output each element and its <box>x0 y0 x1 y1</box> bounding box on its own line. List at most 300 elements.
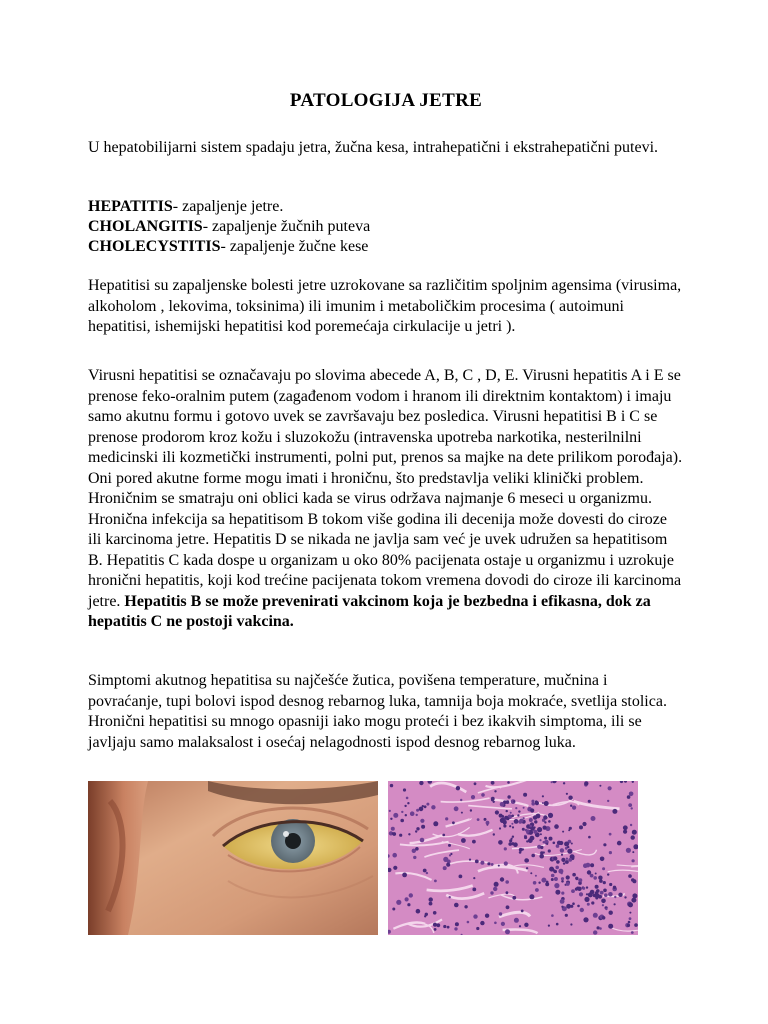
histology-nucleus <box>389 810 391 812</box>
histology-nucleus <box>498 865 500 867</box>
histology-nucleus <box>469 859 471 861</box>
histology-nucleus <box>399 834 402 837</box>
histology-nucleus <box>628 921 631 924</box>
histology-nucleus <box>556 860 560 864</box>
paragraph-viral-text: Virusni hepatitisi se označavaju po slovima abecede A, B, C , D, E. Virusni hepatitis A i E se prenose feko-oralnim putem (zagađenom vodom i hranom ili direktnim kontaktom) i imaju samo akutnu formu i gotovo uvek se završavaju bez posledica. Virusni hepatitisi B i C se prenose prodorom kroz kožu i sluzokožu (intravenska upotreba narkotika, nesterilnilni medicinski ili kozmetički instrumenti, polni put, prenos sa majke na dete prilikom porođaja). Oni pored akutne forme mogu imati i hroničnu, što predstavlja veliki klinički problem. Hroničnim se smatraju oni oblici kada se virus održava najmanje 6 meseci u organizmu. Hronična infekcija sa hepatitisom B tokom više godina ili decenija može dovesti do ciroze ili karcinoma jetre. Hepatitis D se nikada ne javlja sam već je uvek udružen sa hepatitisom B. Hepatitis C kada dospe u organizam u oko 80% pacijenata ostaje u organizmu i uzrokuje hronični hepatitis, koji kod trećine pacijenata tokom vremena dovodi do ciroze ili karcinoma jetre. <box>88 367 683 610</box>
histology-nucleus <box>548 813 553 818</box>
histology-nucleus <box>514 918 519 923</box>
histology-nucleus <box>535 888 539 892</box>
histology-nucleus <box>523 817 525 819</box>
histology-nucleus <box>586 886 588 888</box>
definition-term: HEPATITIS <box>88 198 173 215</box>
histology-nucleus <box>530 872 532 874</box>
histology-nucleus <box>555 890 560 895</box>
histology-nucleus <box>632 830 637 835</box>
histology-nucleus <box>443 925 446 928</box>
histology-nucleus <box>561 858 565 862</box>
histology-illustration <box>388 781 638 935</box>
histology-nucleus <box>500 877 504 881</box>
histology-nucleus <box>534 820 537 823</box>
histology-nucleus <box>523 793 527 797</box>
histology-nucleus <box>499 912 502 915</box>
histology-nucleus <box>499 827 501 829</box>
histology-nucleus <box>533 881 537 885</box>
paragraph-vaccine-note: Hepatitis B se može prevenirati vakcinom koja je bezbedna i efikasna, dok za hepatitis C ne postoji vakcina. <box>88 592 651 630</box>
histology-nucleus <box>526 867 528 869</box>
histology-nucleus <box>507 781 510 784</box>
paragraph-symptoms: Simptomi akutnog hepatitisa su najčešće žutica, povišena temperature, mučnina i povraćanje, tupi bolovi ispod desnog rebarnog luka, tamnija boja mokraće, svetlija stolica. Hronični hepatitisi su mnogo opasniji iako mogu proteći i bez ikakvih simptoma, ili se javljaju samo malaksalost i osećaj nelagodnosti ispod desnog rebarnog luka. <box>88 672 667 751</box>
histology-nucleus <box>561 854 563 856</box>
histology-nucleus <box>405 897 409 901</box>
histology-nucleus <box>535 800 538 803</box>
jaundiced-eye-image <box>88 781 378 935</box>
histology-nucleus <box>494 882 499 887</box>
histology-nucleus <box>424 805 427 808</box>
definition-cholecystitis <box>88 237 684 257</box>
histology-nucleus <box>515 807 517 809</box>
histology-nucleus <box>400 819 404 823</box>
histology-nucleus <box>426 803 429 806</box>
histology-nucleus <box>630 824 632 826</box>
histology-nucleus <box>537 827 542 832</box>
histology-nucleus <box>513 800 515 802</box>
histology-nucleus <box>631 835 635 839</box>
histology-nucleus <box>543 826 547 830</box>
histology-nucleus <box>433 923 437 927</box>
definition-term: CHOLECYSTITIS <box>88 238 221 255</box>
histology-nucleus <box>632 851 634 853</box>
histology-nucleus <box>554 877 558 881</box>
paragraph-viral-hepatitis <box>88 366 684 633</box>
histology-nucleus <box>560 899 565 904</box>
histology-nucleus <box>601 899 606 904</box>
histology-nucleus <box>472 840 476 844</box>
histology-nucleus <box>405 814 407 816</box>
definition-term: CHOLANGITIS <box>88 218 203 235</box>
histology-nucleus <box>580 908 584 912</box>
histology-nucleus <box>572 806 576 810</box>
histology-nucleus <box>413 856 416 859</box>
histology-nucleus <box>416 909 421 914</box>
histology-nucleus <box>544 801 549 806</box>
histology-nucleus <box>583 917 588 922</box>
histology-nucleus <box>401 811 403 813</box>
histology-nucleus <box>584 897 589 902</box>
histology-nucleus <box>568 858 572 862</box>
histology-nucleus <box>493 833 495 835</box>
eye-illustration <box>88 781 378 935</box>
histology-nucleus <box>566 793 568 795</box>
histology-nucleus <box>542 795 544 797</box>
histology-nucleus <box>481 793 485 797</box>
histology-nucleus <box>421 825 425 829</box>
histology-nucleus <box>541 878 546 883</box>
histology-nucleus <box>609 851 612 854</box>
histology-nucleus <box>607 873 609 875</box>
histology-nucleus <box>454 927 457 930</box>
histology-nucleus <box>548 849 551 852</box>
histology-nucleus <box>599 927 602 930</box>
histology-nucleus <box>614 896 616 898</box>
histology-nucleus <box>553 856 557 860</box>
histology-nucleus <box>419 781 423 785</box>
histology-nucleus <box>505 880 509 884</box>
intro-paragraph: U hepatobilijarni sistem spadaju jetra, žučna kesa, intrahepatični i ekstrahepatični putevi. <box>88 139 659 156</box>
histology-nucleus <box>543 841 545 843</box>
histology-nucleus <box>604 893 608 897</box>
histology-nucleus <box>572 902 575 905</box>
histology-nucleus <box>554 883 559 888</box>
histology-nucleus <box>424 915 426 917</box>
histology-nucleus <box>603 881 606 884</box>
histology-nucleus <box>474 782 477 785</box>
histology-nucleus <box>563 782 565 784</box>
histology-nucleus <box>544 821 546 823</box>
histology-nucleus <box>416 809 419 812</box>
histology-nucleus <box>473 914 477 918</box>
histology-nucleus <box>588 800 591 803</box>
histology-nucleus <box>445 817 448 820</box>
histology-nucleus <box>485 914 489 918</box>
histology-nucleus <box>409 893 413 897</box>
histology-nucleus <box>631 931 634 934</box>
liver-histology-image <box>388 781 638 935</box>
histology-nucleus <box>431 805 435 809</box>
histology-nucleus <box>582 887 585 890</box>
histology-nucleus <box>561 877 564 880</box>
histology-nucleus <box>628 803 632 807</box>
histology-nucleus <box>551 914 554 917</box>
histology-nucleus <box>631 807 633 809</box>
histology-nucleus <box>459 875 463 879</box>
histology-nucleus <box>429 902 433 906</box>
histology-nucleus <box>500 818 505 823</box>
histology-nucleus <box>529 825 532 828</box>
histology-nucleus <box>531 800 534 803</box>
paragraph-causes: Hepatitisi su zapaljenske bolesti jetre uzrokovane sa različitim spoljnim agensima (virusima, alkoholom , lekovima, toksinima) ili imunim i metaboličkim procesima ( autoimuni hepatitisi, ishemijski hepatitisi kod poremećaja cirkulacije u jetri ). <box>88 277 682 335</box>
histology-nucleus <box>602 916 606 920</box>
histology-nucleus <box>623 825 628 830</box>
histology-nucleus <box>590 890 595 895</box>
histology-nucleus <box>499 814 503 818</box>
histology-nucleus <box>433 911 437 915</box>
histology-nucleus <box>591 816 596 821</box>
definition-desc: - zapaljenje jetre. <box>172 198 284 215</box>
histology-nucleus <box>434 928 437 931</box>
histology-nucleus <box>410 811 415 816</box>
histology-nucleus <box>551 878 554 881</box>
histology-nucleus <box>503 824 506 827</box>
histology-nucleus <box>433 821 438 826</box>
histology-nucleus <box>578 878 582 882</box>
histology-nucleus <box>392 832 394 834</box>
histology-nucleus <box>543 851 545 853</box>
histology-nucleus <box>470 809 472 811</box>
histology-nucleus <box>593 930 597 934</box>
histology-nucleus <box>511 842 514 845</box>
histology-nucleus <box>567 849 572 854</box>
histology-nucleus <box>511 823 513 825</box>
histology-nucleus <box>477 818 480 821</box>
histology-nucleus <box>583 863 588 868</box>
histology-nucleus <box>566 875 570 879</box>
histology-nucleus <box>536 814 541 819</box>
histology-nucleus <box>561 880 564 883</box>
histology-nucleus <box>446 863 450 867</box>
histology-nucleus <box>569 827 572 830</box>
histology-nucleus <box>530 808 534 812</box>
histology-nucleus <box>612 809 617 814</box>
histology-nucleus <box>575 888 578 891</box>
histology-nucleus <box>632 893 637 898</box>
histology-nucleus <box>494 790 496 792</box>
definition-desc: - zapaljenje žučne kese <box>220 238 369 255</box>
histology-nucleus <box>531 854 535 858</box>
histology-nucleus <box>603 889 607 893</box>
histology-nucleus <box>627 795 631 799</box>
histology-nucleus <box>454 903 459 908</box>
histology-nucleus <box>593 913 598 918</box>
histology-nucleus <box>523 807 525 809</box>
histology-nucleus <box>491 863 494 866</box>
histology-nucleus <box>391 827 395 831</box>
histology-nucleus <box>590 863 594 867</box>
histology-nucleus <box>456 786 460 790</box>
histology-nucleus <box>579 892 583 896</box>
histology-nucleus <box>504 847 507 850</box>
histology-nucleus <box>467 921 470 924</box>
histology-nucleus <box>627 924 630 927</box>
histology-nucleus <box>498 840 503 845</box>
histology-nucleus <box>506 905 510 909</box>
histology-nucleus <box>407 802 409 804</box>
histology-nucleus <box>568 796 572 800</box>
histology-nucleus <box>501 922 505 926</box>
histology-nucleus <box>565 914 568 917</box>
histology-nucleus <box>595 885 599 889</box>
histology-nucleus <box>548 925 550 927</box>
histology-nucleus <box>522 828 525 831</box>
histology-nucleus <box>393 866 397 870</box>
histology-nucleus <box>546 843 548 845</box>
histology-nucleus <box>570 905 573 908</box>
histology-nucleus <box>506 800 510 804</box>
histology-nucleus <box>586 893 588 895</box>
histology-nucleus <box>603 843 606 846</box>
histology-nucleus <box>559 841 563 845</box>
histology-nucleus <box>628 874 632 878</box>
histology-nucleus <box>566 882 570 886</box>
histology-nucleus <box>491 781 495 785</box>
histology-nucleus <box>632 859 635 862</box>
histology-nucleus <box>480 861 484 865</box>
histology-nucleus <box>390 784 393 787</box>
histology-nucleus <box>551 781 553 783</box>
histology-nucleus <box>562 831 564 833</box>
histology-nucleus <box>529 894 534 899</box>
histology-nucleus <box>544 837 547 840</box>
histology-nucleus <box>505 929 510 934</box>
histology-nucleus <box>429 897 433 901</box>
histology-nucleus <box>555 866 559 870</box>
histology-nucleus <box>571 843 573 845</box>
histology-nucleus <box>608 786 612 790</box>
histology-nucleus <box>595 873 597 875</box>
histology-nucleus <box>420 838 425 843</box>
histology-nucleus <box>560 848 564 852</box>
histology-nucleus <box>473 877 475 879</box>
histology-nucleus <box>500 802 505 807</box>
histology-nucleus <box>629 912 631 914</box>
histology-nucleus <box>461 838 466 843</box>
histology-nucleus <box>415 830 417 832</box>
histology-nucleus <box>582 822 586 826</box>
histology-nucleus <box>602 904 604 906</box>
histology-nucleus <box>392 853 397 858</box>
histology-nucleus <box>564 842 569 847</box>
histology-nucleus <box>415 847 419 851</box>
histology-nucleus <box>540 846 543 849</box>
histology-nucleus <box>416 827 419 830</box>
histology-nucleus <box>609 883 612 886</box>
histology-nucleus <box>519 819 523 823</box>
histology-nucleus <box>526 840 528 842</box>
histology-nucleus <box>524 836 527 839</box>
definition-desc: - zapaljenje žučnih puteva <box>202 218 371 235</box>
histology-nucleus <box>561 892 564 895</box>
histology-nucleus <box>634 923 638 927</box>
histology-nucleus <box>443 866 447 870</box>
histology-nucleus <box>426 872 428 874</box>
histology-nucleus <box>608 924 613 929</box>
histology-nucleus <box>614 903 616 905</box>
histology-nucleus <box>584 781 588 785</box>
histology-nucleus <box>490 891 493 894</box>
histology-nucleus <box>476 927 479 930</box>
histology-nucleus <box>464 905 467 908</box>
histology-nucleus <box>420 819 424 823</box>
histology-nucleus <box>556 844 560 848</box>
histology-nucleus <box>525 829 528 832</box>
histology-nucleus <box>628 902 633 907</box>
histology-nucleus <box>449 896 451 898</box>
histology-nucleus <box>448 844 451 847</box>
histology-nucleus <box>402 873 407 878</box>
histology-nucleus <box>472 888 476 892</box>
histology-nucleus <box>504 816 508 820</box>
histology-nucleus <box>525 859 529 863</box>
histology-nucleus <box>507 795 510 798</box>
histology-nucleus <box>591 901 594 904</box>
histology-nucleus <box>579 825 583 829</box>
histology-nucleus <box>605 908 607 910</box>
histology-nucleus <box>530 836 535 841</box>
histology-nucleus <box>519 925 521 927</box>
histology-nucleus <box>535 875 537 877</box>
histology-nucleus <box>407 903 410 906</box>
histology-nucleus <box>455 922 459 926</box>
histology-nucleus <box>494 922 497 925</box>
definitions-list <box>88 197 684 257</box>
histology-nucleus <box>600 857 605 862</box>
histology-nucleus <box>623 830 627 834</box>
histology-nucleus <box>423 869 427 873</box>
histology-nucleus <box>551 874 555 878</box>
histology-nucleus <box>422 805 424 807</box>
histology-nucleus <box>533 830 537 834</box>
histology-nucleus <box>461 812 463 814</box>
histology-nucleus <box>545 882 549 886</box>
histology-nucleus <box>452 821 455 824</box>
histology-nucleus <box>607 800 609 802</box>
histology-nucleus <box>597 926 600 929</box>
histology-nucleus <box>567 846 569 848</box>
histology-nucleus <box>553 869 556 872</box>
histology-nucleus <box>408 833 410 835</box>
histology-nucleus <box>613 886 616 889</box>
histology-nucleus <box>506 810 508 812</box>
histology-nucleus <box>471 795 475 799</box>
histology-nucleus <box>571 889 575 893</box>
histology-nucleus <box>542 802 544 804</box>
histology-nucleus <box>454 806 459 811</box>
histology-nucleus <box>447 926 450 929</box>
histology-nucleus <box>538 882 540 884</box>
histology-nucleus <box>561 906 563 908</box>
histology-nucleus <box>563 862 565 864</box>
histology-nucleus <box>449 854 451 856</box>
histology-nucleus <box>512 826 514 828</box>
histology-nucleus <box>599 879 603 883</box>
histology-nucleus <box>572 873 576 877</box>
histology-nucleus <box>504 861 508 865</box>
histology-nucleus <box>524 923 528 927</box>
histology-nucleus <box>595 897 598 900</box>
page-title: PATOLOGIJA JETRE <box>289 90 483 111</box>
histology-nucleus <box>434 880 437 883</box>
histology-nucleus <box>393 813 398 818</box>
histology-nucleus <box>548 820 551 823</box>
histology-nucleus <box>629 792 634 797</box>
histology-nucleus <box>392 908 395 911</box>
histology-nucleus <box>629 917 632 920</box>
histology-nucleus <box>626 848 631 853</box>
histology-nucleus <box>600 891 604 895</box>
histology-nucleus <box>487 862 490 865</box>
histology-nucleus <box>519 851 522 854</box>
histology-nucleus <box>617 841 622 846</box>
histology-nucleus <box>460 799 462 801</box>
histology-nucleus <box>561 872 563 874</box>
histology-nucleus <box>588 836 591 839</box>
histology-nucleus <box>406 797 409 800</box>
histology-nucleus <box>608 892 613 897</box>
histology-nucleus <box>506 891 509 894</box>
histology-nucleus <box>549 837 553 841</box>
histology-nucleus <box>553 842 556 845</box>
histology-nucleus <box>598 876 602 880</box>
histology-nucleus <box>475 860 479 864</box>
histology-nucleus <box>609 833 612 836</box>
histology-nucleus <box>493 887 497 891</box>
histology-nucleus <box>566 858 568 860</box>
histology-nucleus <box>509 825 511 827</box>
histology-nucleus <box>484 818 487 821</box>
histology-nucleus <box>517 814 519 816</box>
histology-nucleus <box>510 812 512 814</box>
histology-nucleus <box>602 867 605 870</box>
histology-nucleus <box>570 805 572 807</box>
